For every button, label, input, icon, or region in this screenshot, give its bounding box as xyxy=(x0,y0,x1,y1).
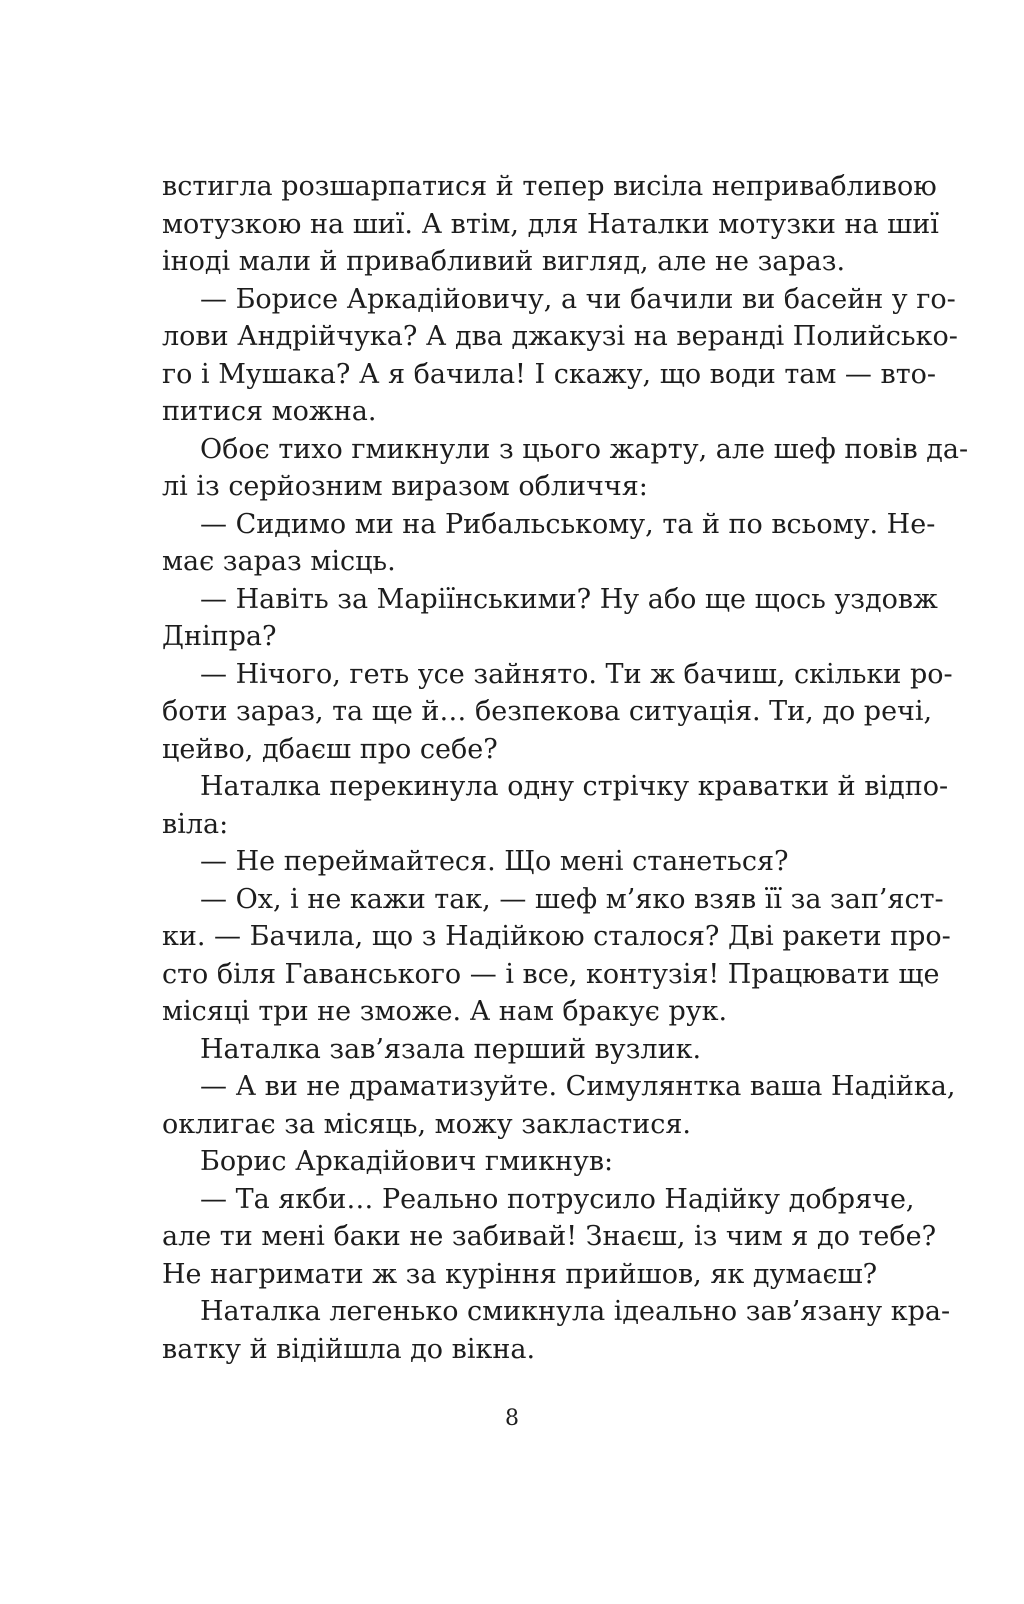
text-line: цейво, дбаєш про себе? xyxy=(162,733,498,765)
text-line: ки. — Бачила, що з Надійкою сталося? Дві ракети про- xyxy=(162,921,951,952)
text-line: — Навіть за Маріїнськими? Ну або ще щось уздовж xyxy=(200,583,938,615)
text-line: встигла розшарпатися й тепер висіла непривабливою xyxy=(162,171,937,202)
text-line: має зараз місць. xyxy=(162,546,396,577)
text-line: лови Андрійчука? А два джакузі на веранді Полийсько- xyxy=(162,321,958,352)
body-text xyxy=(162,168,969,1368)
text-line: Не нагримати ж за куріння прийшов, як думаєш? xyxy=(162,1258,878,1290)
page-number: 8 xyxy=(505,1406,519,1431)
text-line: але ти мені баки не забивай! Знаєш, із чим я до тебе? xyxy=(162,1221,937,1252)
text-line: Дніпра? xyxy=(162,621,277,652)
text-line: — Сидимо ми на Рибальському, та й по всьому. Не- xyxy=(200,508,936,540)
text-line: Обоє тихо гмикнули з цього жарту, але шеф повів да- xyxy=(200,433,969,465)
text-line: го і Мушака? А я бачила! І скажу, що води там — вто- xyxy=(162,358,937,390)
text-line: віла: xyxy=(162,808,229,840)
text-line: Наталка зав’язала перший вузлик. xyxy=(200,1033,702,1065)
text-line: — Нічого, геть усе зайнято. Ти ж бачиш, скільки ро- xyxy=(200,658,953,690)
text-line: Наталка перекинула одну стрічку краватки й відпо- xyxy=(200,771,949,802)
text-line: питися можна. xyxy=(162,396,377,427)
text-line: — Ох, і не кажи так, — шеф м’яко взяв її за зап’яст- xyxy=(200,883,944,915)
text-line: Борис Аркадійович гмикнув: xyxy=(200,1146,614,1177)
text-line: Наталка легенько смикнула ідеально зав’язану кра- xyxy=(200,1296,951,1327)
text-line: лі із серйозним виразом обличчя: xyxy=(162,471,648,502)
text-line: іноді мали й привабливий вигляд, але не зараз. xyxy=(162,246,846,277)
text-line: місяці три не зможе. А нам бракує рук. xyxy=(162,996,728,1027)
text-line: мотузкою на шиї. А втім, для Наталки мотузки на шиї xyxy=(162,208,939,240)
text-line: ватку й відійшла до вікна. xyxy=(162,1333,536,1365)
text-line: — Та якби… Реально потрусило Надійку добряче, xyxy=(200,1183,915,1215)
text-line: сто біля Гаванського — і все, контузія! Працювати ще xyxy=(162,958,940,990)
text-line: — Борисе Аркадійовичу, а чи бачили ви басейн у го- xyxy=(200,283,956,315)
text-line: — А ви не драматизуйте. Симулянтка ваша Надійка, xyxy=(200,1071,956,1102)
text-line: оклигає за місяць, можу закластися. xyxy=(162,1108,691,1140)
text-line: боти зараз, та ще й… безпекова ситуація. Ти, до речі, xyxy=(162,696,933,727)
text-line: — Не переймайтеся. Що мені станеться? xyxy=(200,846,789,877)
